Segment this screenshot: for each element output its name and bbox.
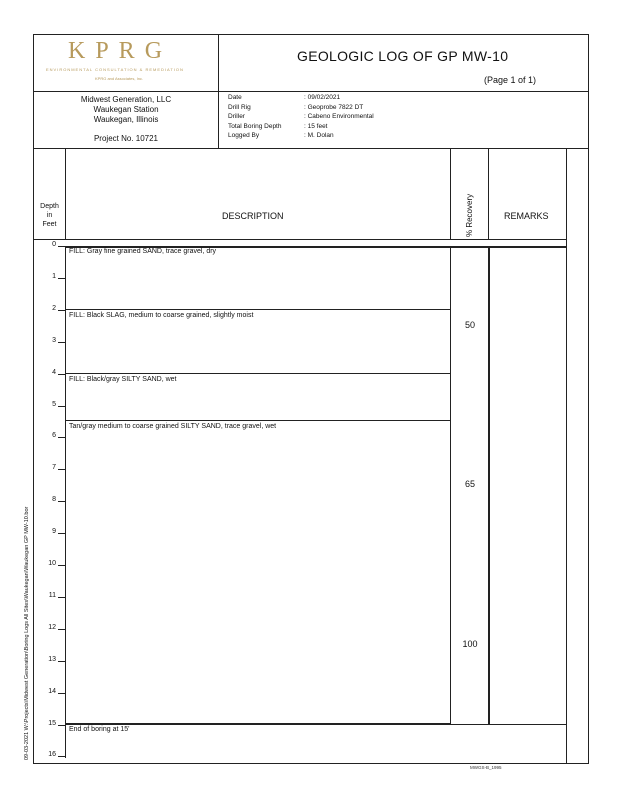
right-spacer-col bbox=[566, 148, 568, 764]
depth-label: 1 bbox=[52, 272, 56, 280]
remarks-col-header bbox=[488, 148, 567, 240]
depth-header-line3: Feet bbox=[42, 221, 57, 228]
recovery-value: 65 bbox=[464, 479, 475, 490]
field-value: : 09/02/2021 bbox=[304, 94, 341, 101]
depth-tick bbox=[58, 501, 65, 502]
project-number: Project No. 10721 bbox=[93, 134, 159, 143]
depth-label: 3 bbox=[52, 336, 56, 344]
end-of-boring-note: End of boring at 15' bbox=[69, 726, 130, 733]
field-label: Total Boring Depth bbox=[228, 122, 282, 130]
client-name: Midwest Generation, LLC bbox=[80, 95, 172, 104]
depth-label: 11 bbox=[48, 591, 56, 599]
file-path-note: 09-03-2021 W:\Projects\Midwest Generation\Boring Logs All Sites\Waukegan\Waukegan GP MW-10.bor bbox=[24, 506, 30, 760]
field-value: : Cabeno Environmental bbox=[304, 113, 374, 120]
field-value: : Geoprobe 7822 DT bbox=[304, 103, 364, 111]
soil-layer-description: FILL: Gray fine grained SAND, trace gravel, dry bbox=[69, 248, 217, 255]
depth-tick bbox=[58, 469, 65, 470]
description-col-header bbox=[65, 148, 451, 240]
depth-label: 7 bbox=[52, 464, 56, 472]
depth-header-line2: in bbox=[46, 212, 53, 219]
depth-tick bbox=[58, 597, 65, 598]
depth-tick bbox=[58, 342, 65, 343]
soil-layer bbox=[65, 374, 451, 422]
depth-label: 13 bbox=[48, 655, 56, 663]
logo-tagline: ENVIRONMENTAL CONSULTATION & REMEDIATION bbox=[46, 67, 184, 72]
field-label: Logged By bbox=[228, 132, 260, 139]
depth-label: 8 bbox=[52, 496, 56, 504]
depth-header-line1: Depth bbox=[40, 203, 59, 210]
depth-label: 9 bbox=[52, 528, 56, 536]
logo-subtitle: KPRG and Associates, Inc. bbox=[95, 76, 144, 81]
soil-layer-description: FILL: Black SLAG, medium to coarse grained, slightly moist bbox=[69, 311, 254, 319]
depth-label: 4 bbox=[52, 368, 56, 376]
soil-layer bbox=[65, 421, 451, 724]
depth-tick bbox=[58, 374, 65, 375]
depth-tick bbox=[58, 437, 65, 438]
description-header: DESCRIPTION bbox=[222, 211, 284, 221]
page-indicator: (Page 1 of 1) bbox=[484, 75, 537, 85]
depth-tick bbox=[58, 693, 65, 694]
depth-tick bbox=[58, 246, 65, 247]
depth-label: 10 bbox=[48, 560, 56, 567]
depth-tick bbox=[58, 661, 65, 662]
depth-tick bbox=[58, 533, 65, 534]
depth-label: 12 bbox=[48, 623, 56, 631]
depth-tick bbox=[58, 406, 65, 407]
depth-tick bbox=[58, 565, 65, 566]
soil-layer-description: FILL: Black/gray SILTY SAND, wet bbox=[69, 375, 177, 383]
soil-layer-description: Tan/gray medium to coarse grained SILTY SAND, trace gravel, wet bbox=[69, 423, 277, 431]
footer-code: MWGS-B_1995 bbox=[470, 765, 502, 770]
depth-tick bbox=[58, 629, 65, 630]
field-label: Drill Rig bbox=[228, 103, 251, 111]
depth-label: 2 bbox=[52, 304, 56, 312]
depth-label: 14 bbox=[48, 687, 56, 695]
field-label: Driller bbox=[228, 113, 245, 120]
depth-label: 0 bbox=[52, 241, 56, 248]
remarks-header: REMARKS bbox=[504, 211, 549, 221]
field-value: : M. Dolan bbox=[304, 132, 334, 139]
depth-tick bbox=[58, 278, 65, 279]
field-value: : 15 feet bbox=[304, 122, 328, 130]
depth-tick bbox=[58, 725, 65, 726]
depth-tick bbox=[58, 756, 65, 757]
recovery-value: 100 bbox=[462, 638, 478, 649]
depth-label: 15 bbox=[48, 719, 56, 727]
client-station: Waukegan Station bbox=[93, 105, 159, 114]
log-title: GEOLOGIC LOG OF GP MW-10 bbox=[297, 48, 509, 64]
depth-label: 16 bbox=[48, 751, 56, 759]
depth-label: 6 bbox=[52, 432, 56, 440]
depth-label: 5 bbox=[52, 400, 56, 408]
field-label: Date bbox=[228, 94, 242, 101]
soil-layer bbox=[65, 310, 451, 374]
fields-box bbox=[218, 91, 589, 149]
recovery-value: 50 bbox=[464, 319, 475, 330]
recovery-header: % Recovery bbox=[465, 193, 474, 237]
company-logo: KPRG bbox=[68, 38, 173, 64]
client-location: Waukegan, Illinois bbox=[93, 115, 159, 124]
soil-layer bbox=[65, 246, 451, 310]
depth-tick bbox=[58, 310, 65, 311]
